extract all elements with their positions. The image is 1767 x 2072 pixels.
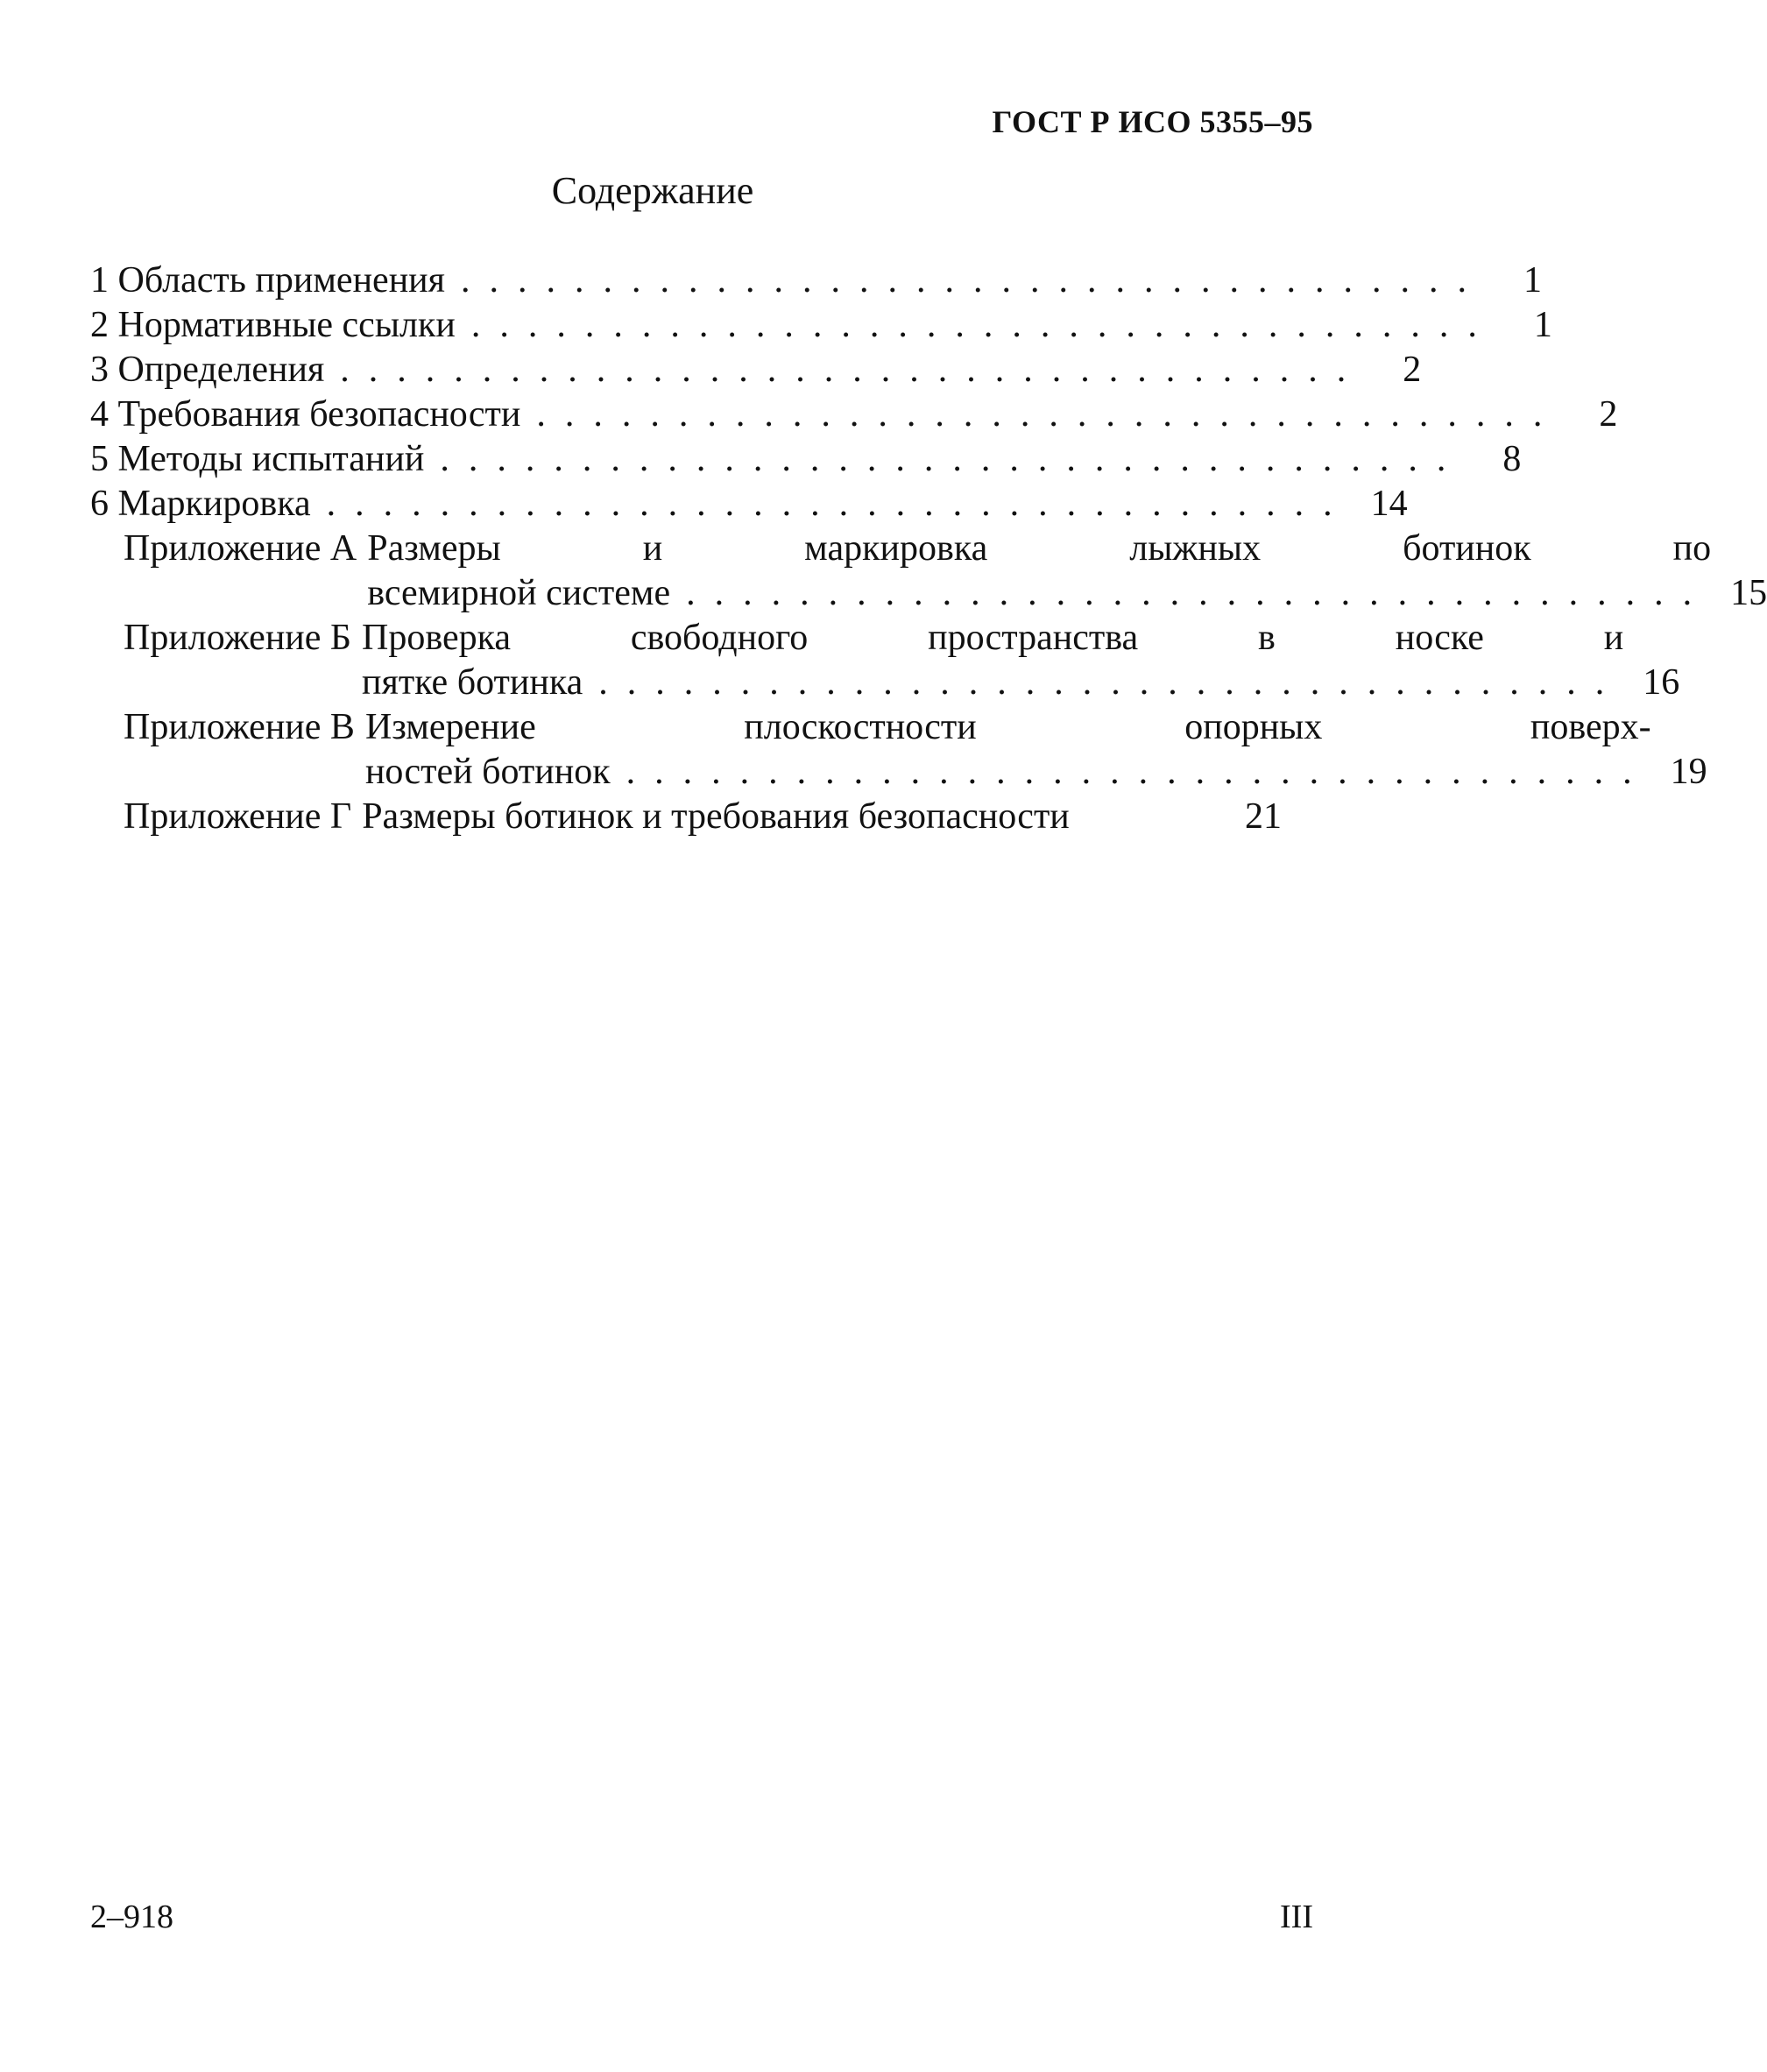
- toc-entry-label: 2 Нормативные ссылки: [90, 305, 456, 345]
- dot-leader: ....................................: [686, 573, 1712, 613]
- annex-title-line: Измерение плоскостности опорных поверх-: [364, 707, 1651, 747]
- toc-annex-b[interactable]: [90, 616, 1680, 705]
- toc-entry-marking[interactable]: [90, 482, 1408, 527]
- annex-body: [367, 527, 1767, 616]
- annex-body: [365, 705, 1707, 795]
- annex-title-line: пятке ботинка: [362, 662, 583, 703]
- annex-prefix: Приложение В: [124, 707, 355, 747]
- annex-title-line: ностей ботинок: [364, 752, 611, 792]
- toc-entry-page: 1: [1533, 305, 1552, 345]
- toc-entry-definitions[interactable]: [90, 348, 1422, 392]
- dot-leader: ....................................: [326, 484, 1352, 524]
- toc-entry-page: 14: [1370, 484, 1408, 524]
- page-number: III: [1280, 1899, 1313, 1935]
- toc-annex-v[interactable]: [90, 705, 1707, 795]
- annex-title-last-line: [365, 750, 1707, 795]
- dot-leader: ....................................: [598, 662, 1624, 703]
- toc-entry-label: 6 Маркировка: [90, 484, 311, 524]
- annex-title-last-line: [362, 661, 1679, 705]
- dot-leader: ....................................: [460, 260, 1486, 301]
- toc-entry-scope[interactable]: [90, 258, 1542, 303]
- annex-title-line: Проверка свободного пространства в носке и: [362, 618, 1624, 658]
- toc-entry-label: 3 Определения: [90, 350, 325, 390]
- annex-title-last-line: [367, 571, 1767, 616]
- annex-title-line: Размеры и маркировка лыжных ботинок по: [367, 528, 1712, 569]
- document-designation: ГОСТ Р ИСО 5355–95: [992, 104, 1313, 139]
- table-of-contents: [90, 258, 1767, 839]
- toc-entry-page: 16: [1643, 662, 1680, 703]
- annex-prefix: Приложение Б: [124, 618, 352, 658]
- toc-entry-safety-requirements[interactable]: [90, 392, 1618, 437]
- toc-entry-test-methods[interactable]: [90, 437, 1522, 482]
- dot-leader: ....................................: [340, 350, 1366, 390]
- toc-annex-a[interactable]: [90, 527, 1767, 616]
- dot-leader: ....................................: [440, 439, 1466, 479]
- toc-entry-page: 21: [1245, 796, 1282, 837]
- dot-leader: ....................................: [626, 752, 1651, 792]
- dot-leader: ....................................: [470, 305, 1496, 345]
- annex-title-line: всемирной системе: [367, 573, 671, 613]
- annex-prefix: Приложение А: [124, 528, 357, 569]
- toc-entry-page: 8: [1502, 439, 1522, 479]
- annex-body: [362, 616, 1679, 705]
- dot-leader: ....................................: [536, 394, 1562, 435]
- toc-entry-page: 2: [1403, 350, 1422, 390]
- print-code: 2–918: [90, 1899, 173, 1935]
- toc-entry-label: 5 Методы испытаний: [90, 439, 425, 479]
- toc-entry-normative-references[interactable]: [90, 303, 1552, 348]
- annex-title-line: Размеры ботинок и требования безопасности: [362, 796, 1070, 837]
- toc-entry-label: 1 Область применения: [90, 260, 445, 301]
- toc-entry-page: 1: [1523, 260, 1542, 301]
- toc-entry-page: 2: [1599, 394, 1618, 435]
- toc-annex-g[interactable]: [90, 795, 1282, 839]
- toc-entry-label: 4 Требования безопасности: [90, 394, 521, 435]
- annex-body: [362, 795, 1282, 839]
- annex-title-last-line: [362, 795, 1282, 839]
- toc-entry-page: 19: [1670, 752, 1707, 792]
- annex-prefix: Приложение Г: [124, 796, 352, 837]
- toc-entry-page: 15: [1730, 573, 1767, 613]
- toc-title: Содержание: [551, 169, 754, 212]
